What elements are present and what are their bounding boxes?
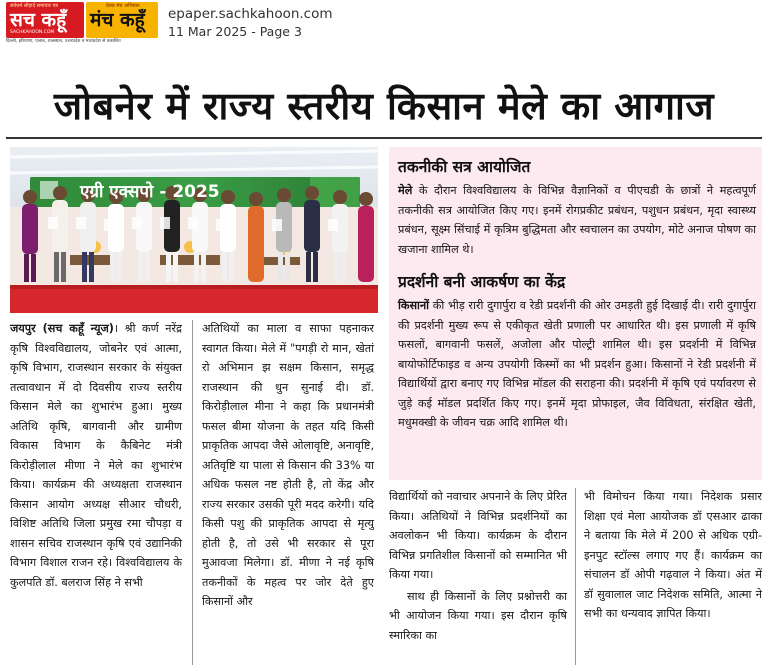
logo-tagline: सर्वधर्म सौहार्द समाचार पत्र	[10, 3, 59, 9]
logo-url: SACHKAHOON.COM	[10, 30, 55, 35]
epaper-header	[0, 0, 768, 46]
box-paragraph-1	[398, 181, 756, 259]
article-byline: जयपुर (सच कहूँ न्यूज)	[10, 322, 114, 335]
article-col-2: अतिथियों का माला व साफा पहनाकर स्वागत किया। मेले में "पगड़ी रो मान, खेतां रो अभिमान झ सक्षम किसान, समृद्ध राजस्थान की धुन सुनाई दी। डॉ. किरोड़ीलाल मीना ने कहा कि प्रधानमंत्री फसल बीमा योजना के तहत यदि किसी प्राकृतिक आपदा जैसे ओलावृष्टि, अनावृष्टि, अतिवृष्टि या पाला से किसान की 33% या अधिक फसल नष्ट होती है, तो केंद्र और राज्य सरकार उसकी पूरी मदद करेगी। यदि किसी पशु की प्राकृतिक आपदा से मृत्यु होती है, तो उसे भी सरकार से पूरा मुआवजा मिलेगा। डॉ. मीणा ने नई कृषि तकनीकों के महत्व पर जोर देते हुए किसानों और	[202, 322, 374, 608]
logo2-name: मंच कहूँ	[90, 9, 145, 31]
box-paragraph-2	[398, 296, 756, 433]
article-col-3-text: विद्यार्थियों को नवाचार अपनाने के लिए प्रेरित किया। अतिथियों ने विभिन्न प्रदर्शनियों का अवलोकन भी किया। कार्यक्रम के दौरान विभिन्न प्रगतिशील किसानों को सम्मानित भी किया गया।	[389, 490, 567, 581]
article-col-1	[10, 319, 182, 592]
photo-banner-text: एग्री एक्सपो - 2025	[80, 182, 220, 202]
article-col-3-text-2: साथ ही किसानों के लिए प्रश्नोत्तरी का भी आयोजन किया गया। इस दौरान कृषि स्मारिका का	[389, 589, 567, 642]
site-url[interactable]: epaper.sachkahoon.com	[168, 6, 333, 22]
sach-kahoon-logo[interactable]	[6, 2, 84, 38]
box-paragraph-1-lead: मेले	[398, 184, 413, 197]
logo-name: सच कहूँ	[10, 9, 67, 31]
article-col-4: भी विमोचन किया गया। निदेशक प्रसार शिक्षा एवं मेला आयोजक डॉ एसआर ढाका ने बताया कि मेले में 200 से अधिक एग्री-इनपुट स्टॉल्स लगाए गए हैं। कार्यक्रम का संचालन डॉ ओपी गढ़वाल ने किया। अंत में डॉ सुवालाल जाट निदेशक समिति, आत्मा ने सभी का धन्यवाद ज्ञापित किया।	[584, 490, 762, 620]
manch-kahoon-logo[interactable]	[86, 2, 158, 38]
logo2-tagline: प्रेरक मंच अभियान	[106, 3, 140, 9]
column-divider-2	[575, 488, 576, 665]
edition-date: 11 Mar 2025 - Page 3	[168, 24, 302, 39]
event-photo-illustration	[10, 147, 378, 313]
box-subheading-technical-session: तकनीकी सत्र आयोजित	[398, 158, 531, 176]
headline-rule	[6, 137, 762, 139]
column-divider	[192, 320, 193, 665]
article-headline: जोबनेर में राज्य स्तरीय किसान मेले का आगाज	[53, 84, 715, 128]
event-photo	[10, 147, 378, 313]
article-col-1-text: । श्री कर्ण नरेंद्र कृषि विश्वविद्यालय, जोबनेर एवं आत्मा, कृषि विभाग, राजस्थान सरकार के संयुक्त तत्वावधान में दो दिवसीय राज्य स्तरीय किसान मेले का शुभारंभ हुआ। मुख्य अतिथि कृषि, बागवानी और ग्रामीण विकास विभाग के कैबिनेट मंत्री किरोड़ीलाल मीणा ने मेले का शुभारंभ किया। कार्यक्रम की अध्यक्षता राजस्थान किसान आयोग अध्यक्ष सीआर चौधरी, विशिष्ट अतिथि जिला प्रमुख रमा चौपड़ा व शासन सचिव राजस्थान कृषि एवं उद्यानिकी विभाग विशाल राजन रहे। विश्वविद्यालय के कुलपति डॉ. बलराज सिंह ने सभी	[10, 322, 182, 589]
box-subheading-exhibition: प्रदर्शनी बनी आकर्षण का केंद्र	[398, 273, 566, 291]
box-paragraph-2-lead: किसानों	[398, 299, 430, 312]
logo-editions-strip: दिल्ली, हरियाणा, पंजाब, राजस्थान, उत्तरप्रदेश व मध्यप्रदेश से प्रकाशित	[6, 39, 121, 44]
box-paragraph-1-text: के दौरान विश्वविद्यालय के विभिन्न वैज्ञानिकों व पीएचडी के छात्रों ने महत्वपूर्ण तकनीकी सत्र आयोजित किए गए। इनमें रोगप्रकीट प्रबंधन, पशुधन प्रबंधन, मृदा स्वास्थ्य प्रबंधन, सूक्ष्म सिंचाई में कृत्रिम बुद्धिमता और स्वचालन का उपयोग, मोटे अनाज पोषण का खजाना शामिल थे।	[398, 184, 756, 256]
article-col-3	[389, 487, 567, 645]
box-paragraph-2-text: की भीड़ रारी दुगार्पुरा व रेडी प्रदर्शनी की ओर उमड़ती हुई दिखाई दी। रारी दुगार्पुरा की प्रदर्शनी मुख्य रूप से एकीकृत खेती प्रणाली पर आधारित थी। इस प्रणाली में कृषि फसलों, बागवानी फसलें, अजोला और पोल्ट्री शामिल थी। इस प्रदर्शनी में विभिन्न बायोफोर्टिफाइड व अन्य उपयोगी किस्मों का भी प्रदर्शन हुआ। किसानों ने रेडी प्रदर्शनी में विद्यार्थियों द्वारा बनाए गए विभिन्न मॉडल की सराहना की। प्रदर्शनी में कृषि एवं पर्यावरण से जुड़े कई मॉडल प्रदर्शित किए गए। इनमें मृदा प्रोफाइल, जैव विविधता, संरक्षित खेती, मधुमक्खी के जीवन चक्र आदि शामिल थी।	[398, 299, 756, 429]
